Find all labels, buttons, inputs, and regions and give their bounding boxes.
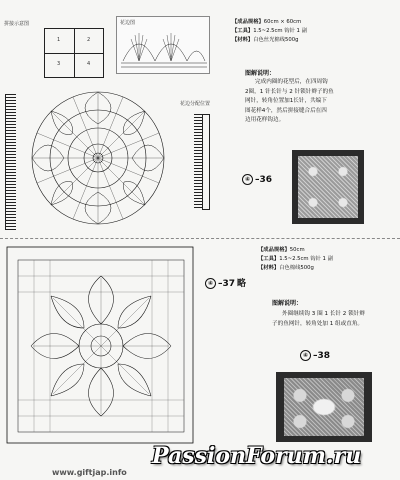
pattern-id-36: ④ –36 xyxy=(242,174,272,185)
quadrant-3: 3 xyxy=(57,61,61,67)
pattern-id-38: ④ –38 xyxy=(300,350,330,361)
notes-title-36: 图解说明： xyxy=(245,70,276,77)
spec-tool: 【工具】1.5~2.5cm 钩针 1 副 xyxy=(232,28,307,34)
placement-diagram xyxy=(44,28,104,78)
notes-36: 完成内圈的花型后，在四周钩 2圈，1 针长针与 2 针锁针辫子的鱼 网针，转角位置加1长针，共编下 图花样4个，然后拼接缝合后在四 边用花样钩边。 xyxy=(245,79,334,123)
edge-strip-label: 花边分配位置 xyxy=(180,101,211,107)
pattern-36-section xyxy=(0,0,400,238)
watermark: PassionForum.ru xyxy=(152,443,362,469)
pattern-37-section xyxy=(0,240,400,480)
placement-diagram-label: 拼接示意图 xyxy=(4,21,30,27)
photo-36 xyxy=(292,150,364,224)
notes-title-37: 图解说明： xyxy=(272,300,303,307)
spec-block-37 xyxy=(258,246,396,273)
spec-block-36 xyxy=(232,18,392,45)
spec-size-37: 【成品规格】50cm xyxy=(258,247,305,253)
spec-size: 【成品规格】60cm × 60cm xyxy=(232,19,302,25)
footer-url: www.giftjap.info xyxy=(52,468,127,477)
pattern-id-37: ④ –37 略 xyxy=(205,276,246,289)
square-chart-37 xyxy=(6,246,196,446)
edging-chart xyxy=(116,16,210,74)
quadrant-1: 1 xyxy=(57,37,61,43)
spec-tool-37: 【工具】1.5~2.5cm 钩针 1 副 xyxy=(258,256,333,262)
quadrant-4: 4 xyxy=(87,61,91,67)
spec-material: 【材料】白色丝光棉线500g xyxy=(232,37,299,43)
notes-37: 外圈继续钩 3 圈 1 长针 2 锁针辫 子的鱼网针，转角处加 1 组或直角。 xyxy=(272,311,365,327)
photo-38 xyxy=(276,372,372,442)
edging-chart-label: 花边图 xyxy=(120,20,136,26)
doily-chart-36 xyxy=(14,88,189,238)
spec-material-37: 【材料】白色棉线500g xyxy=(258,265,314,271)
quadrant-2: 2 xyxy=(87,37,91,43)
